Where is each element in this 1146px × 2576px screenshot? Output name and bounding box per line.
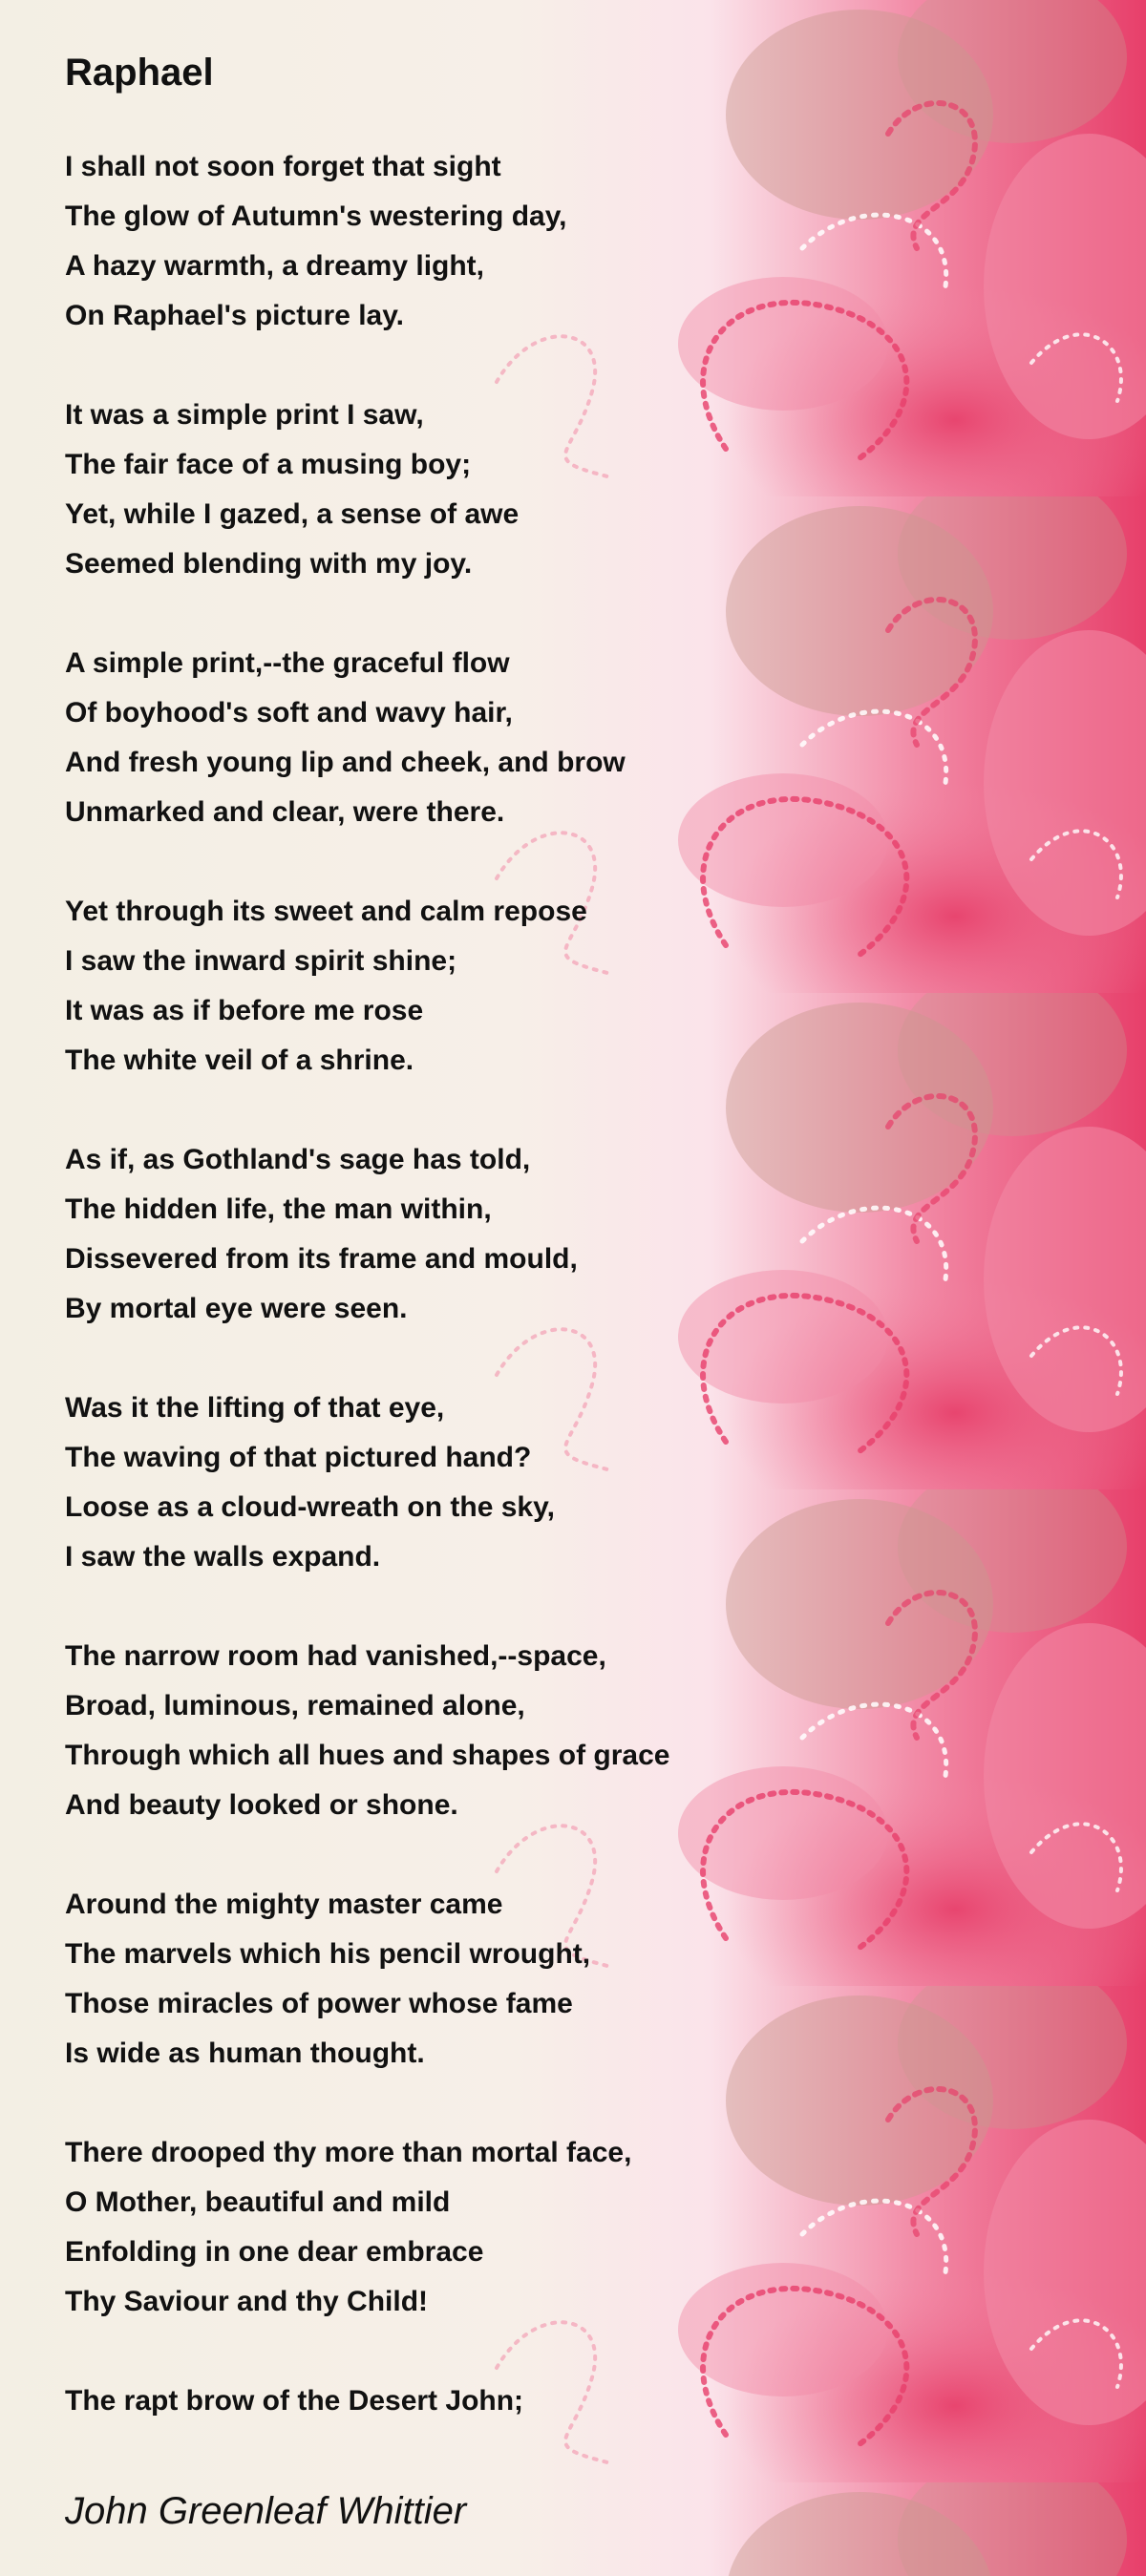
poem-line: The narrow room had vanished,--space, [65, 1640, 606, 1672]
poem-author: John Greenleaf Whittier [65, 2490, 467, 2532]
poem-line: There drooped thy more than mortal face, [65, 2137, 632, 2168]
poem-line: Yet through its sweet and calm repose [65, 896, 587, 927]
poem-line: Loose as a cloud-wreath on the sky, [65, 1491, 555, 1523]
poem-line: The rapt brow of the Desert John; [65, 2385, 524, 2417]
poem-line: Enfolding in one dear embrace [65, 2236, 484, 2268]
poem-line: Unmarked and clear, were there. [65, 796, 505, 828]
poem-line: And beauty looked or shone. [65, 1789, 458, 1821]
poem-line: Around the mighty master came [65, 1889, 503, 1920]
poem-line: Broad, luminous, remained alone, [65, 1690, 525, 1721]
poem-line: And fresh young lip and cheek, and brow [65, 747, 626, 778]
poem-line: By mortal eye were seen. [65, 1293, 408, 1324]
poem-line: On Raphael's picture lay. [65, 300, 405, 331]
poem-line: A hazy warmth, a dreamy light, [65, 250, 484, 282]
poem-line: Was it the lifting of that eye, [65, 1392, 445, 1424]
poem-line: Dissevered from its frame and mould, [65, 1243, 578, 1275]
poem-line: It was a simple print I saw, [65, 399, 424, 431]
poem-line: Yet, while I gazed, a sense of awe [65, 498, 520, 530]
poem-line: I saw the walls expand. [65, 1541, 381, 1573]
poem-line: The waving of that pictured hand? [65, 1442, 532, 1473]
poem-line: The glow of Autumn's westering day, [65, 201, 567, 232]
poem-line: Seemed blending with my joy. [65, 548, 473, 580]
poem-line: The fair face of a musing boy; [65, 449, 472, 480]
poem-title: Raphael [65, 52, 214, 94]
poem-line: Thy Saviour and thy Child! [65, 2286, 429, 2317]
poem-line: O Mother, beautiful and mild [65, 2186, 451, 2218]
poem-line: I shall not soon forget that sight [65, 151, 501, 182]
poem-line: As if, as Gothland's sage has told, [65, 1144, 531, 1175]
poem-line: A simple print,--the graceful flow [65, 647, 510, 679]
poem-line: Of boyhood's soft and wavy hair, [65, 697, 513, 728]
poem-line: Those miracles of power whose fame [65, 1988, 573, 2019]
poem-line: I saw the inward spirit shine; [65, 945, 457, 977]
poem-line: The white veil of a shrine. [65, 1045, 414, 1076]
poem-line: The hidden life, the man within, [65, 1193, 492, 1225]
poem-line: Through which all hues and shapes of grace [65, 1740, 670, 1771]
poem-line: It was as if before me rose [65, 995, 424, 1026]
poem-line: The marvels which his pencil wrought, [65, 1938, 591, 1970]
poem-line: Is wide as human thought. [65, 2038, 425, 2069]
